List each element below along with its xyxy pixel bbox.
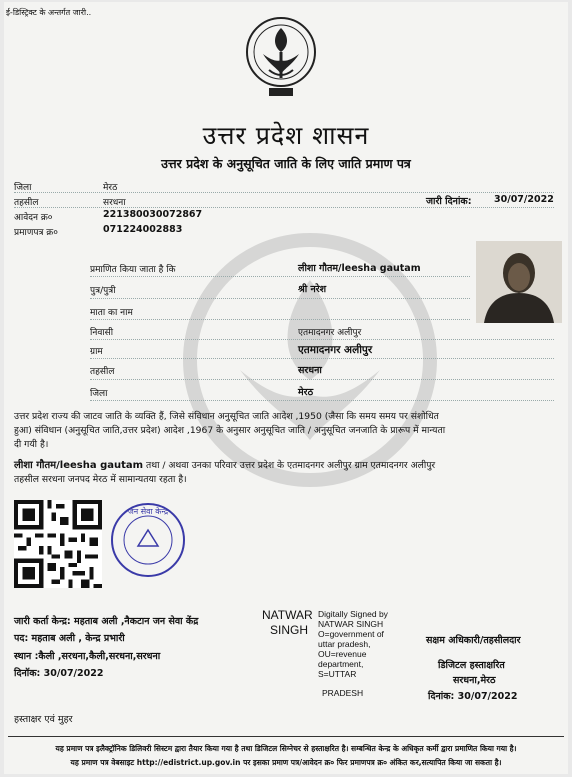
certificate-subtitle: उत्तर प्रदेश के अनुसूचित जाति के लिए जाति प्रमाण पत्र xyxy=(161,156,411,171)
jan-seva-kendra-seal xyxy=(108,500,188,580)
divider xyxy=(90,379,554,380)
divider xyxy=(90,276,470,277)
signature-detail-line: O=government of xyxy=(318,629,384,639)
caste-statement-line: हुआ) संविधान (अनुसूचित जाति,उत्तर प्रदेश) आदेश ,1967 के अनुसार अनुसूचित जाति / अनुसूचित जनजाति के प्रारूप में मान्यता xyxy=(14,425,446,436)
son-daughter-label: पुत्र/पुत्री xyxy=(90,286,116,296)
village-value: एतमादनगर अलीपुर xyxy=(298,344,373,356)
divider xyxy=(90,339,554,340)
detail-tehsil-value: सरधना xyxy=(298,365,322,376)
issuer-date: दिनॉक: 30/07/2022 xyxy=(14,668,104,679)
resident-label: निवासी xyxy=(90,328,114,338)
signature-detail-line: uttar pradesh, xyxy=(318,639,371,649)
footer-verification-note: यह प्रमाण पत्र वेबसाइट http://edistrict.up.gov.in पर इसका प्रमाण पत्र/आवेदन क्र० फिर प्रमाणपत्र क्र० अंकित कर,सत्यापित किया जा सकता है। xyxy=(70,758,502,767)
qr-code xyxy=(14,498,102,590)
caste-statement-line: उत्तर प्रदेश राज्य की जाटव जाति के व्यक्ति हैं, जिसे संविधान अनुसूचित जाति आदेश ,1950 (जैसा कि समय समय पर संशोधित xyxy=(14,411,439,422)
caste-statement-line: दी गयी है। xyxy=(14,439,49,450)
tehsil-value: सरधना xyxy=(103,198,126,208)
signature-detail-line: Digitally Signed by xyxy=(318,609,388,619)
residence-statement xyxy=(14,459,554,472)
issue-date-label: जारी दिनांक: xyxy=(426,196,472,207)
footer-divider xyxy=(8,736,564,737)
divider xyxy=(14,207,554,208)
digitally-signed-label: डिजिटल हस्ताक्षरित xyxy=(438,660,505,671)
divider xyxy=(90,319,470,320)
residence-statement-line: तहसील सरधना जनपद मेरठ में सामान्यतया रहता है। xyxy=(14,474,187,485)
district-label: जिला xyxy=(14,183,32,193)
header-note: ई-डिस्ट्रिक्ट के अन्तर्गत जारी.. xyxy=(6,8,92,17)
certificate-number-label: प्रमाणपत्र क्र० xyxy=(14,228,58,238)
seal-text: जन सेवा केन्द्र xyxy=(127,507,169,516)
village-label: ग्राम xyxy=(90,347,103,357)
authority-place: सरधना,मेरठ xyxy=(453,675,496,686)
issuer-place: स्थान :कैली ,सरधना,कैली,सरधना,सरधना xyxy=(14,651,161,662)
divider xyxy=(90,358,554,359)
digital-signature-details xyxy=(318,609,388,679)
signature-detail-line: OU=revenue xyxy=(318,649,367,659)
detail-district-label: जिला xyxy=(90,389,108,399)
applicant-photo xyxy=(476,241,562,323)
signature-and-seal-label: हस्ताक्षर एवं मुहर xyxy=(14,714,73,725)
statement-name: लीशा गौतम/leesha gautam xyxy=(14,460,144,471)
tehsil-label: तहसील xyxy=(14,198,39,208)
signature-detail-line: department, xyxy=(318,659,364,669)
mother-name-label: माता का नाम xyxy=(90,308,133,318)
issue-date-value: 30/07/2022 xyxy=(494,194,554,205)
up-government-emblem xyxy=(243,12,319,100)
application-number-value: 221380030072867 xyxy=(103,209,203,220)
authority-date: दिनांक: 30/07/2022 xyxy=(428,691,518,702)
page-title: उत्तर प्रदेश शासन xyxy=(202,121,370,150)
applicant-name: लीशा गौतम/leesha gautam xyxy=(298,263,421,274)
signature-state: PRADESH xyxy=(322,688,364,698)
authority-title: सक्षम अधिकारी/तहसीलदार xyxy=(426,635,521,646)
issuing-center: जारी कर्ता केन्द्र: महताब अली ,नैकटान जन सेवा केंद्र xyxy=(14,616,199,627)
district-value: मेरठ xyxy=(103,183,118,193)
divider xyxy=(14,192,554,193)
father-name: श्री नरेश xyxy=(298,284,327,295)
digital-signer-name xyxy=(262,608,313,638)
residence-statement-text: तथा / अथवा उनका परिवार उत्तर प्रदेश के एतमादनगर अलीपुर ग्राम एतमादनगर अलीपुर xyxy=(143,460,436,471)
application-number-label: आवेदन क्र० xyxy=(14,213,53,223)
detail-district-value: मेरठ xyxy=(298,387,314,398)
signer-last-name: SINGH xyxy=(270,623,309,637)
issuer-post: पद: महताब अली , केन्द्र प्रभारी xyxy=(14,633,125,644)
signature-detail-line: S=UTTAR xyxy=(318,669,357,679)
signer-first-name: NATWAR xyxy=(262,608,313,622)
signature-detail-line: NATWAR SINGH xyxy=(318,619,384,629)
certificate-number-value: 071224002883 xyxy=(103,224,183,235)
footer-note: यह प्रमाण पत्र इलैक्ट्रॉनिक डिलिवरी सिस्टम द्वारा तैयार किया गया है तथा डिजिटल सिग्नेचर से हस्ताक्षरित है। सम्बन्धित केन्द्र के अधिकृत कर्मी द्वारा प्रमाणित किया गया है। xyxy=(55,744,517,753)
divider xyxy=(90,400,554,401)
divider xyxy=(90,298,470,299)
detail-tehsil-label: तहसील xyxy=(90,367,115,377)
resident-value: एतमादनगर अलीपुर xyxy=(298,328,362,338)
certified-label: प्रमाणित किया जाता है कि xyxy=(90,265,176,275)
